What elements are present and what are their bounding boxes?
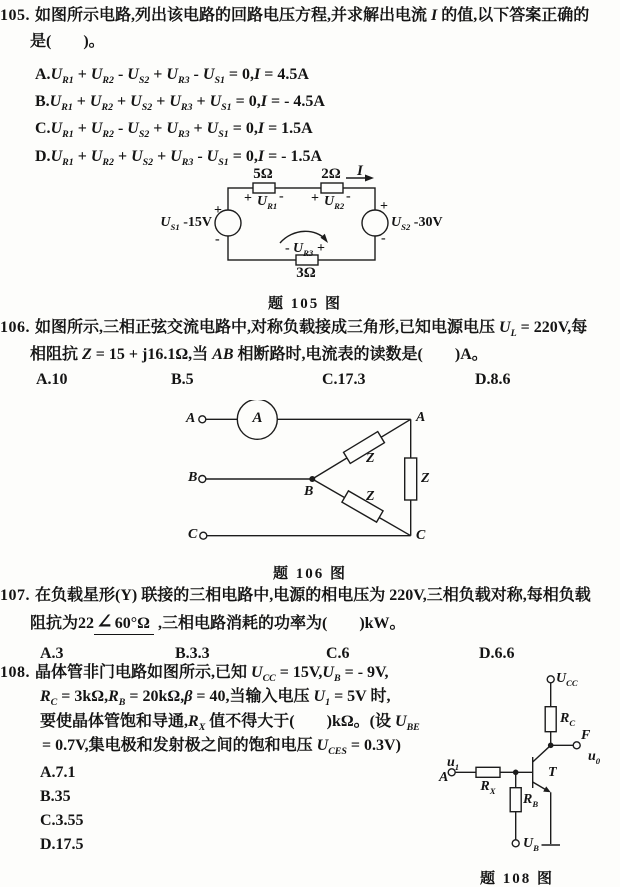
q108-option-b: B.35	[40, 788, 71, 805]
q108-number: 108.	[0, 664, 30, 681]
terminal-c-label: C	[188, 527, 198, 542]
q106-option-a: A.10	[36, 371, 68, 388]
q107-line2	[30, 613, 406, 635]
q106-option-c: C.17.3	[322, 371, 366, 388]
r3-value-label: 3Ω	[296, 265, 316, 281]
figure-105-caption: 题 105 图	[267, 296, 342, 312]
circuit-105-svg	[160, 163, 470, 313]
q105-number: 105.	[0, 7, 30, 24]
r1-voltage-label: $U_{R1}$	[257, 194, 278, 211]
ub-terminal-circle	[512, 840, 519, 847]
r1-plus-sign: +	[244, 191, 252, 206]
circuit-108-svg	[430, 660, 620, 887]
q108-line4: = 0.7V,集电极和发射极之间的饱和电压 $U_{CES} = 0.3V$)	[42, 737, 401, 758]
current-label: I	[357, 163, 363, 179]
q105-option-a: $A.U_{R1} + U_{R2} - U_{S2} + U_{R3} - U_{S1} = 0,I = 4.5A$	[35, 66, 309, 87]
impedance-angle-notation	[94, 613, 154, 635]
impedance-ba-box	[344, 432, 385, 464]
q106-option-b: B.5	[171, 371, 194, 388]
figure-108	[430, 660, 620, 887]
q105-text1: 如图所示电路,列出该电路的回路电压方程,并求解出电流 I 的值,以下答案正确的	[35, 7, 590, 24]
r1-value-label: 5Ω	[253, 166, 273, 182]
rb-label: $R_B$	[523, 792, 539, 809]
src2-label: $U_{S2}$ -30V	[391, 215, 443, 232]
collector-node-dot	[548, 743, 554, 749]
f-label: F	[581, 728, 591, 743]
q105-option-d: $D.U_{R1} + U_{R2} + U_{S2} + U_{R3} - U_{S1} = 0,I$ = - 1.5A	[35, 148, 323, 169]
terminal-a-circle	[199, 416, 206, 423]
q107-option-c: C.6	[326, 645, 350, 662]
impedance-ba-label: Z	[366, 451, 375, 466]
ucc-label: $U_{CC}$	[556, 671, 578, 688]
terminal-c-circle	[200, 532, 207, 539]
q108-option-a: A.7.1	[40, 764, 76, 781]
impedance-bc-box	[342, 491, 383, 522]
q105-line1	[0, 6, 589, 25]
q106-option-d: D.8.6	[475, 371, 511, 388]
current-arrow-head	[365, 175, 374, 182]
terminal-a-label: A	[186, 411, 196, 426]
q108-text1: 晶体管非门电路如图所示,已知 $U_{CC} = 15V,U_B$ = - 9V,	[35, 664, 389, 685]
resistor-r2-box	[321, 183, 343, 193]
q107-text1: 在负载星形(Y) 联接的三相电路中,电源的相电压为 220V,三相负载对称,每相负载	[35, 587, 591, 604]
q106-number: 106.	[0, 319, 30, 336]
transistor-collector-lead	[533, 745, 551, 762]
r2-value-label: 2Ω	[321, 166, 341, 182]
resistor-rc-box	[545, 707, 556, 732]
q106-line2: 相阻抗 Z = 15 + j16.1Ω,当 AB 相断路时,电流表的读数是( )A。	[30, 346, 488, 363]
q106-text1: 如图所示,三相正弦交流电路中,对称负载接成三角形,已知电源电压 $U_L = 220V$,每	[35, 319, 588, 340]
rx-label: $R_X$	[480, 779, 496, 796]
ammeter-label: A	[252, 410, 263, 426]
figure-106-caption: 题 106 图	[272, 566, 347, 582]
angle-symbol: ∠	[96, 611, 113, 633]
q108-line2: $R_C = 3k\Omega,R_B = 20k\Omega,\beta = 40$,当输入电压 $U_1 = 5V$ 时,	[40, 688, 391, 709]
terminal-b-label: B	[188, 470, 198, 485]
node-b-label: B	[304, 484, 314, 499]
q107-impedance-post: ,三相电路消耗的功率为( )kW。	[154, 615, 406, 632]
q107-number: 107.	[0, 587, 30, 604]
resistor-rx-box	[476, 767, 500, 777]
q105-option-b: $B.U_{R1} + U_{R2} + U_{S2} + U_{R3} + U_{S1} = 0,I$ = - 4.5A	[35, 93, 325, 114]
q105-option-c: $C.U_{R1} + U_{R2} - U_{S2} + U_{R3} + U_{S1} = 0,I = 1.5A$	[35, 120, 313, 141]
q107-option-d: D.6.6	[479, 645, 515, 662]
src2-plus-sign: +	[380, 199, 388, 214]
r3-minus-sign: -	[285, 241, 290, 256]
u1-label: $u_1$	[447, 755, 460, 772]
f-terminal-circle	[573, 742, 580, 749]
r3-plus-sign: +	[317, 241, 325, 256]
q107-option-b: B.3.3	[175, 645, 210, 662]
impedance-bc-label: Z	[366, 489, 375, 504]
q107-line1	[0, 586, 591, 605]
rc-label: $R_C$	[560, 711, 576, 728]
q106-line1	[0, 318, 588, 340]
a-input-label: A	[439, 770, 449, 785]
q107-option-a: A.3	[40, 645, 64, 662]
resistor-r1-box	[253, 183, 275, 193]
src2-minus-sign: -	[381, 231, 386, 246]
q108-line3: 要使晶体管饱和导通$,R_X$ 值不得大于( )kΩ。(设 $U_{BE}$	[40, 713, 420, 734]
r2-plus-sign: +	[311, 191, 319, 206]
src1-plus-sign: +	[214, 203, 222, 218]
r2-voltage-label: $U_{R2}$	[324, 194, 345, 211]
src1-minus-sign: -	[215, 232, 220, 247]
transistor-label: T	[548, 765, 557, 780]
impedance-ac-box	[405, 458, 417, 500]
figure-108-caption: 题 108 图	[479, 871, 554, 887]
q108-line1	[0, 663, 389, 685]
angle-value: 60°Ω	[114, 615, 150, 632]
u0-label: $u_0$	[588, 749, 601, 766]
r1-minus-sign: -	[279, 189, 284, 204]
q107-impedance-pre: 阻抗为22	[30, 615, 95, 632]
figure-105	[160, 163, 470, 313]
figure-106	[180, 400, 440, 580]
node-c-label: C	[416, 528, 426, 543]
base-node-dot	[513, 770, 519, 776]
ub-label: $U_B$	[523, 836, 539, 853]
ucc-terminal-circle	[547, 676, 554, 683]
r2-minus-sign: -	[346, 189, 351, 204]
terminal-b-circle	[199, 476, 206, 483]
src1-label: $U_{S1}$ -15V	[160, 215, 212, 232]
resistor-rb-box	[510, 788, 521, 812]
r3-voltage-label: $U_{R3}$	[293, 241, 314, 258]
q108-option-d: D.17.5	[40, 836, 84, 853]
node-a-label: A	[416, 410, 426, 425]
impedance-ac-label: Z	[421, 471, 430, 486]
q108-option-c: C.3.55	[40, 812, 84, 829]
node-b-dot	[309, 476, 315, 482]
q105-line2: 是( )。	[30, 33, 105, 50]
